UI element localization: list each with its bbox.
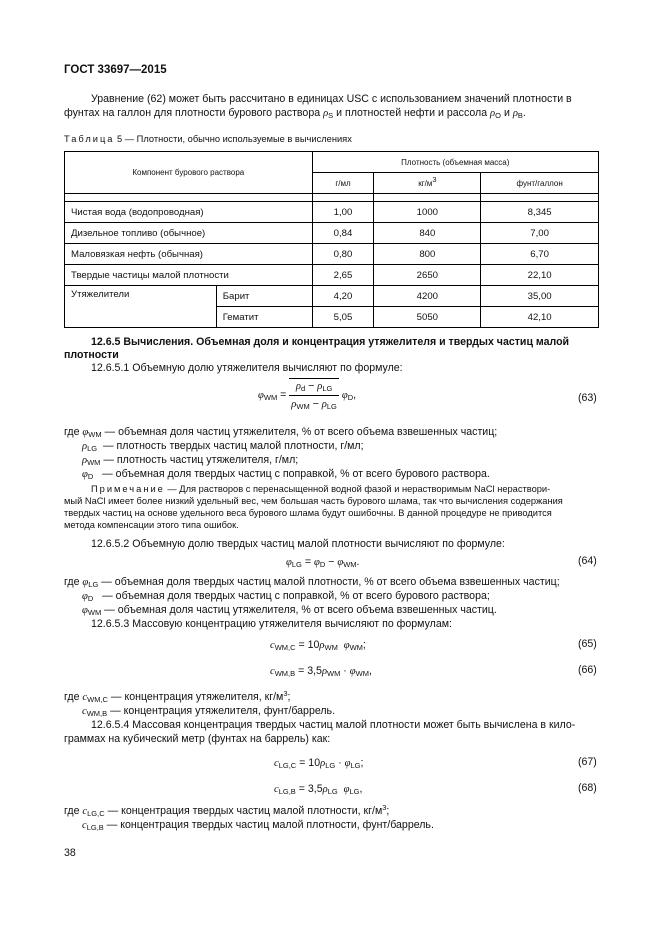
paragraph-12-6-5-1: 12.6.5.1 Объемную долю утяжелителя вычисляют по формуле: bbox=[91, 362, 403, 374]
equation-number-64: (64) bbox=[578, 555, 597, 567]
note-line-3: твердых частиц на основе удельного веса бурового шлама будут ошибочны. В данной процедуре не приводится bbox=[64, 508, 552, 518]
equation-68: $c_{LG,B} = 3,5\rho_{LG}$ $\varphi_{LG}$, bbox=[274, 783, 363, 796]
equation-number-68: (68) bbox=[578, 782, 597, 794]
where-1-line-2: $\rho_{LG}$ — плотность твердых частиц малой плотности, г/мл; bbox=[82, 440, 364, 453]
table-row: Дизельное топливо (обычное) 0,84 840 7,00 bbox=[65, 223, 599, 244]
section-heading-line-2: плотности bbox=[64, 349, 119, 361]
unit-kg-m3: $кг/м^3$ bbox=[374, 173, 481, 194]
equation-number-67: (67) bbox=[578, 756, 597, 768]
equation-65: $c_{WM,C} = 10\rho_{WM}$ $\varphi_{WM}$; bbox=[270, 639, 366, 652]
document-header: ГОСТ 33697—2015 bbox=[64, 64, 167, 76]
note-line-4: метода компенсации этого типа ошибок. bbox=[64, 520, 239, 530]
where-1-line-1: где $\varphi_{WM}$ — объемная доля частиц утяжелителя, % от всего объема взвешенных частиц; bbox=[64, 426, 498, 439]
where-2-line-1: где $\varphi_{LG}$ — объемная доля твердых частиц малой плотности, % от всего объема взвешенных частиц; bbox=[64, 576, 560, 589]
table-row: Чистая вода (водопроводная) 1,00 1000 8,345 bbox=[65, 202, 599, 223]
where-4-line-1: где $c_{LG,C}$ — концентрация твердых частиц малой плотности, $кг/м^3$; bbox=[64, 803, 390, 818]
where-1-line-4: $\varphi_D$ — объемная доля твердых частиц с поправкой, % от всего бурового раствора. bbox=[82, 468, 490, 481]
equation-number-66: (66) bbox=[578, 664, 597, 676]
note-line-2: мый NaCl имеет более низкий удельный вес, чем большая часть бурового шлама, так что вычисления содержания bbox=[64, 496, 563, 506]
table-row: Маловязкая нефть (обычная) 0,80 800 6,70 bbox=[65, 244, 599, 265]
page-number: 38 bbox=[64, 847, 76, 859]
table-row: Твердые частицы малой плотности 2,65 2650 22,10 bbox=[65, 265, 599, 286]
note-line-1: Примечание — Для растворов с перенасыщенной водной фазой и нерастворимым NaCl нераствори- bbox=[91, 484, 551, 494]
where-2-line-2: $\varphi_D$ — объемная доля твердых частиц с поправкой, % от всего бурового раствора; bbox=[82, 590, 490, 603]
where-3-line-1: где $c_{WM,C}$ — концентрация утяжелителя, $кг/м^3$; bbox=[64, 689, 291, 704]
col-header-density: Плотность (объемная масса) bbox=[312, 152, 598, 173]
section-heading-line-1: 12.6.5 Вычисления. Объемная доля и концентрация утяжелителя и твердых частиц малой bbox=[91, 336, 570, 348]
table-row: Гематит 5,05 5050 42,10 bbox=[65, 307, 599, 328]
paragraph-12-6-5-2: 12.6.5.2 Объемную долю твердых частиц малой плотности вычисляют по формуле: bbox=[91, 538, 505, 550]
equation-number-63: (63) bbox=[578, 392, 597, 404]
where-4-line-2: $c_{LG,B}$ — концентрация твердых частиц малой плотности, фунт/баррель. bbox=[82, 819, 434, 832]
intro-line-1: Уравнение (62) может быть рассчитано в единицах USC с использованием значений плотности в bbox=[91, 93, 572, 105]
unit-g-ml: г/мл bbox=[312, 173, 374, 194]
unit-lb-gal: фунт/галлон bbox=[481, 173, 599, 194]
paragraph-12-6-5-4-line-2: граммах на кубический метр (фунтах на баррель) как: bbox=[64, 733, 331, 745]
col-header-component: Компонент бурового раствора bbox=[65, 152, 313, 194]
where-3-line-2: $c_{WM,B}$ — концентрация утяжелителя, фунт/баррель. bbox=[82, 705, 336, 718]
equation-64: $\varphi_{LG} = \varphi_D - \varphi_{WM}$. bbox=[286, 556, 360, 569]
paragraph-12-6-5-4-line-1: 12.6.5.4 Массовая концентрация твердых частиц малой плотности может быть вычислена в кило- bbox=[91, 719, 576, 731]
intro-line-2: фунтах на галлон для плотности бурового раствора $\rho_S$ и плотностей нефти и рассола $\rho_O$ и $\rho_B$. bbox=[64, 107, 526, 120]
equation-67: $c_{LG,C} = 10\rho_{LG} \cdot \varphi_{LG}$; bbox=[274, 757, 364, 770]
equation-63: $\varphi_{WM}$ = $\frac{\rho_d - \rho_{LG}}{\rho_{WM} - \rho_{LG}}$ $\varphi_D$, bbox=[258, 380, 357, 411]
paragraph-12-6-5-3: 12.6.5.3 Массовую концентрацию утяжелителя вычисляют по формулам: bbox=[91, 618, 452, 630]
table-row: Утяжелители Барит 4,20 4200 35,00 bbox=[65, 286, 599, 307]
equation-66: $c_{WM,B} = 3,5\rho_{WM} \cdot \varphi_{WM}$, bbox=[270, 665, 372, 678]
density-table bbox=[64, 151, 599, 328]
where-2-line-3: $\varphi_{WM}$ — объемная доля частиц утяжелителя, % от всего объема взвешенных частиц. bbox=[82, 604, 497, 617]
where-1-line-3: $\rho_{WM}$ — плотность частиц утяжелителя, г/мл; bbox=[82, 454, 299, 467]
table-caption: Таблица 5 — Плотности, обычно используемые в вычислениях bbox=[64, 134, 352, 144]
equation-number-65: (65) bbox=[578, 638, 597, 650]
weighting-label: Утяжелители bbox=[65, 286, 217, 328]
